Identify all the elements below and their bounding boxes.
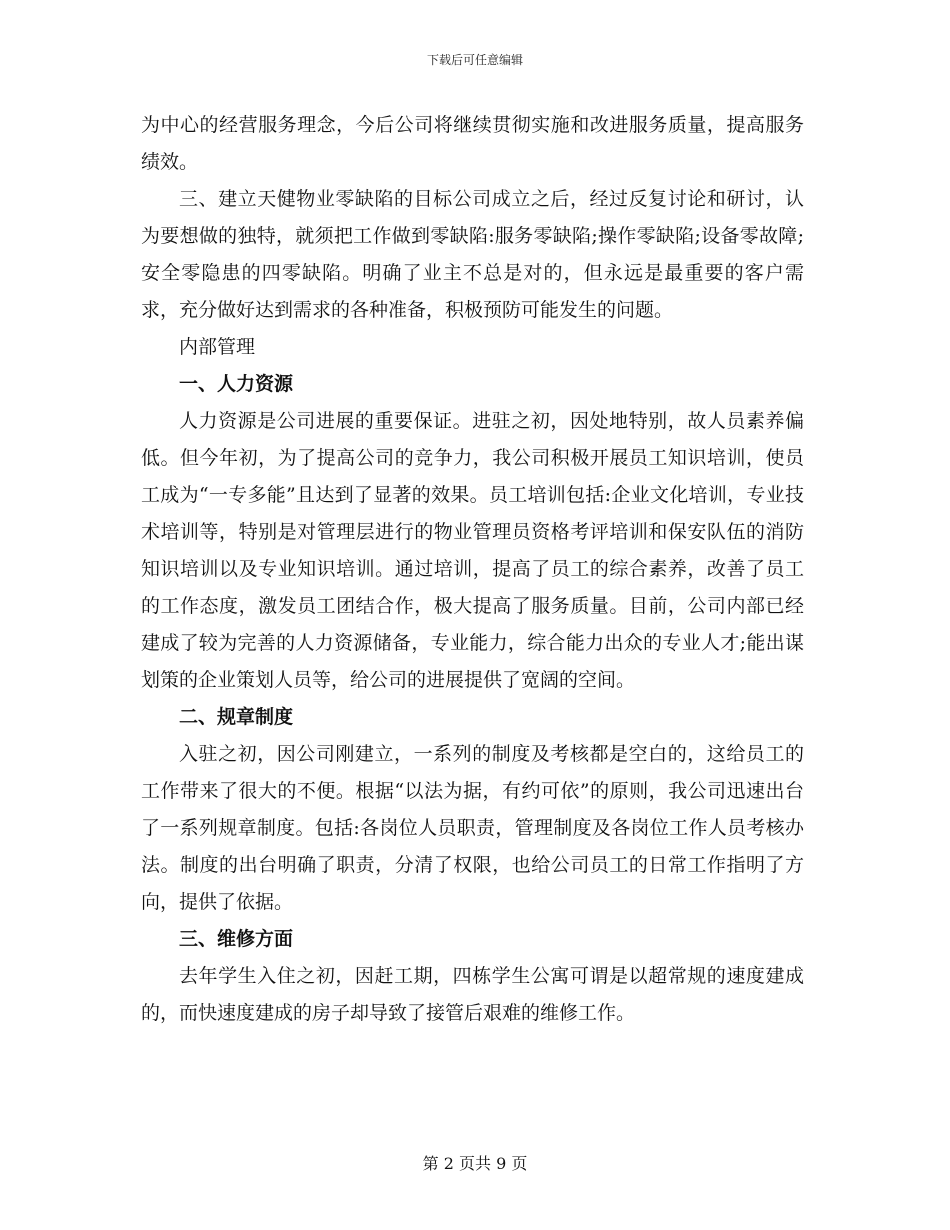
page-footer-page-number: 第 2 页共 9 页 bbox=[422, 1154, 528, 1173]
section-label-internal-management: 内部管理 bbox=[179, 336, 256, 358]
heading-maintenance: 三、维修方面 bbox=[179, 928, 294, 950]
paragraph-human-resources: 人力资源是公司进展的重要保证。进驻之初，因处地特别，故人员素养偏低。但今年初，为了提高公司的竞争力，我公司积极开展员工知识培训，使员工成为“一专多能”且达到了显著的效果。员工培训包括:企业文化培训，专业技术培训等，特别是对管理层进行的物业管理员资格考评培训和保安队伍的消防知识培训以及专业知识培训。通过培训，提高了员工的综合素养，改善了员工的工作态度，激发员工团结合作，极大提高了服务质量。目前，公司内部已经建成了较为完善的人力资源储备，专业能力，综合能力出众的专业人才;能出谋划策的企业策划人员等，给公司的进展提供了宽阔的空间。 bbox=[141, 410, 804, 691]
page-header: 下载后可任意编辑 bbox=[426, 53, 523, 67]
paragraph-maintenance: 去年学生入住之初，因赶工期，四栋学生公寓可谓是以超常规的速度建成的，而快速度建成的房子却导致了接管后艰难的维修工作。 bbox=[141, 965, 804, 1024]
document-body bbox=[141, 107, 804, 1032]
paragraph-rules-regulations: 入驻之初，因公司刚建立，一系列的制度及考核都是空白的，这给员工的工作带来了很大的不便。根据“以法为据，有约可依”的原则，我公司迅速出台了一系列规章制度。包括:各岗位人员职责，管理制度及各岗位工作人员考核办法。制度的出台明确了职责，分清了权限，也给公司员工的日常工作指明了方向，提供了依据。 bbox=[141, 743, 804, 913]
heading-rules-regulations: 二、规章制度 bbox=[179, 706, 294, 728]
paragraph-continuation: 为中心的经营服务理念，今后公司将继续贯彻实施和改进服务质量，提高服务绩效。 bbox=[141, 114, 804, 173]
heading-human-resources: 一、人力资源 bbox=[179, 373, 294, 395]
paragraph-zero-defect: 三、建立天健物业零缺陷的目标公司成立之后，经过反复讨论和研讨，认为要想做的独特，就须把工作做到零缺陷:服务零缺陷;操作零缺陷;设备零故障;安全零隐患的四零缺陷。明确了业主不总是对的，但永远是最重要的客户需求，充分做好达到需求的各种准备，积极预防可能发生的问题。 bbox=[141, 188, 804, 321]
